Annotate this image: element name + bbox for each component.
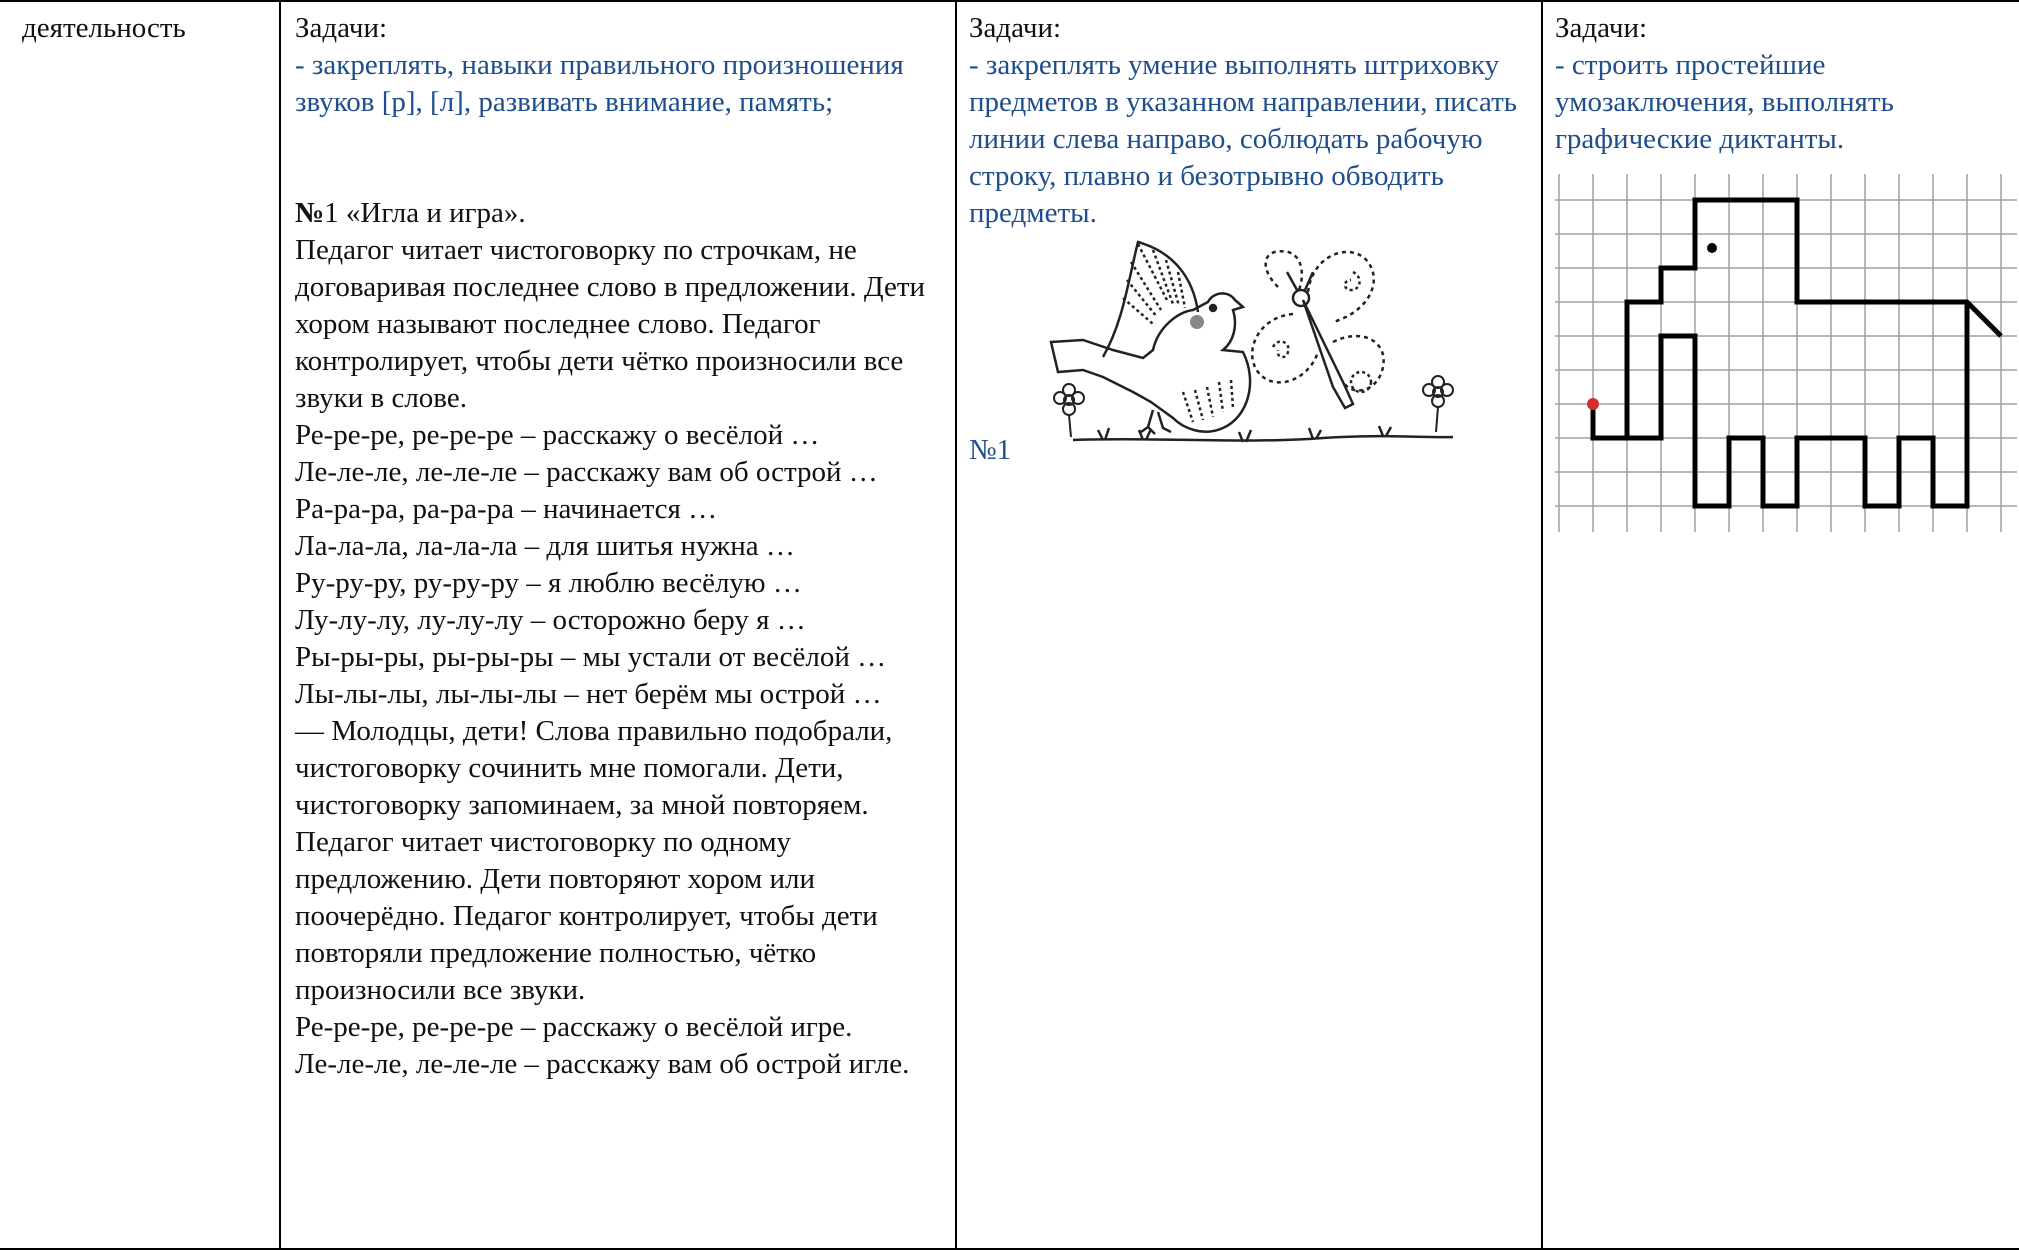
paragraph: Педагог читает чистоговорку по строчкам, не договаривая последнее слово в предложении. Дети хором называют последнее слово. Педагог контролирует, чтобы дети чётко произносили все звуки в слове. xyxy=(295,234,933,414)
game-number: № xyxy=(295,197,325,229)
paragraph: Педагог читает чистоговорку по одному предложению. Дети повторяют хором или поочерёдно. Педагог контролирует, чтобы дети повторяли предложение полностью, чётко произносили все звуки. xyxy=(295,826,886,1006)
start-dot-icon xyxy=(1587,398,1599,410)
graphic-dictation-image xyxy=(1555,152,2017,532)
row-label-cell xyxy=(0,2,281,1248)
rhyme-line: Лы-лы-лы, лы-лы-лы – нет берём мы острой … xyxy=(295,678,882,710)
rhyme-line: Ре-ре-ре, ре-ре-ре – расскажу о весёлой игре. xyxy=(295,1011,853,1043)
tasks-heading: Задачи: xyxy=(969,12,1062,44)
rhyme-line: Ру-ру-ру, ру-ру-ру – я люблю весёлую … xyxy=(295,567,802,599)
task-item: - строить простейшие умозаключения, выполнять графические диктанты. xyxy=(1555,49,1902,155)
elephant-grid-dictation-icon xyxy=(1555,152,2017,532)
task-item: - закреплять умение выполнять штриховку предметов в указанном направлении, писать линии слева направо, соблюдать рабочую строку, плавно и безотрывно обводить предметы. xyxy=(969,49,1525,229)
butterfly-icon xyxy=(1252,251,1383,408)
bird-butterfly-picture xyxy=(1043,232,1463,468)
tasks-list xyxy=(969,47,1533,232)
rhyme-line: Ле-ле-ле, ле-ле-ле – расскажу вам об острой игле. xyxy=(295,1048,910,1080)
tracing-worksheet-image xyxy=(969,232,1519,468)
grid-lines xyxy=(1555,174,2017,532)
grass-icon xyxy=(1073,426,1453,442)
rhyme-line: Лу-лу-лу, лу-лу-лу – осторожно беру я … xyxy=(295,604,806,636)
task-item: - закреплять, навыки правильного произношения звуков [р], [л], развивать внимание, память; xyxy=(295,49,911,118)
game-title-text: 1 «Игла и игра». xyxy=(324,197,526,229)
game-title xyxy=(295,195,947,232)
tasks-heading: Задачи: xyxy=(1555,12,1648,44)
math-activity-cell xyxy=(1543,2,2019,1248)
rhyme-line: Ле-ле-ле, ле-ле-ле – расскажу вам об острой … xyxy=(295,456,878,488)
rhyme-line: Ла-ла-ла, ла-ла-ла – для шитья нужна … xyxy=(295,530,795,562)
tasks-list xyxy=(1555,47,2011,158)
flower-icon xyxy=(1054,376,1453,437)
rhyme-line: Ра-ра-ра, ра-ра-ра – начинается … xyxy=(295,493,718,525)
tasks-list xyxy=(295,47,947,121)
eye-dot xyxy=(1707,243,1717,253)
bird-icon xyxy=(1051,242,1250,434)
spacer xyxy=(295,121,947,195)
paragraph: — Молодцы, дети! Слова правильно подобрали, чистоговорку сочинить мне помогали. Дети, чистоговорку запоминаем, за мной повторяем. xyxy=(295,715,900,821)
drawing-activity-cell xyxy=(957,2,1543,1248)
speech-activity-cell xyxy=(281,2,957,1248)
row-label: деятельность xyxy=(22,12,186,44)
image-label: №1 xyxy=(969,434,1012,466)
rhyme-line: Ры-ры-ры, ры-ры-ры – мы устали от весёлой … xyxy=(295,641,887,673)
tasks-heading: Задачи: xyxy=(295,12,388,44)
rhyme-line: Ре-ре-ре, ре-ре-ре – расскажу о весёлой … xyxy=(295,419,820,451)
